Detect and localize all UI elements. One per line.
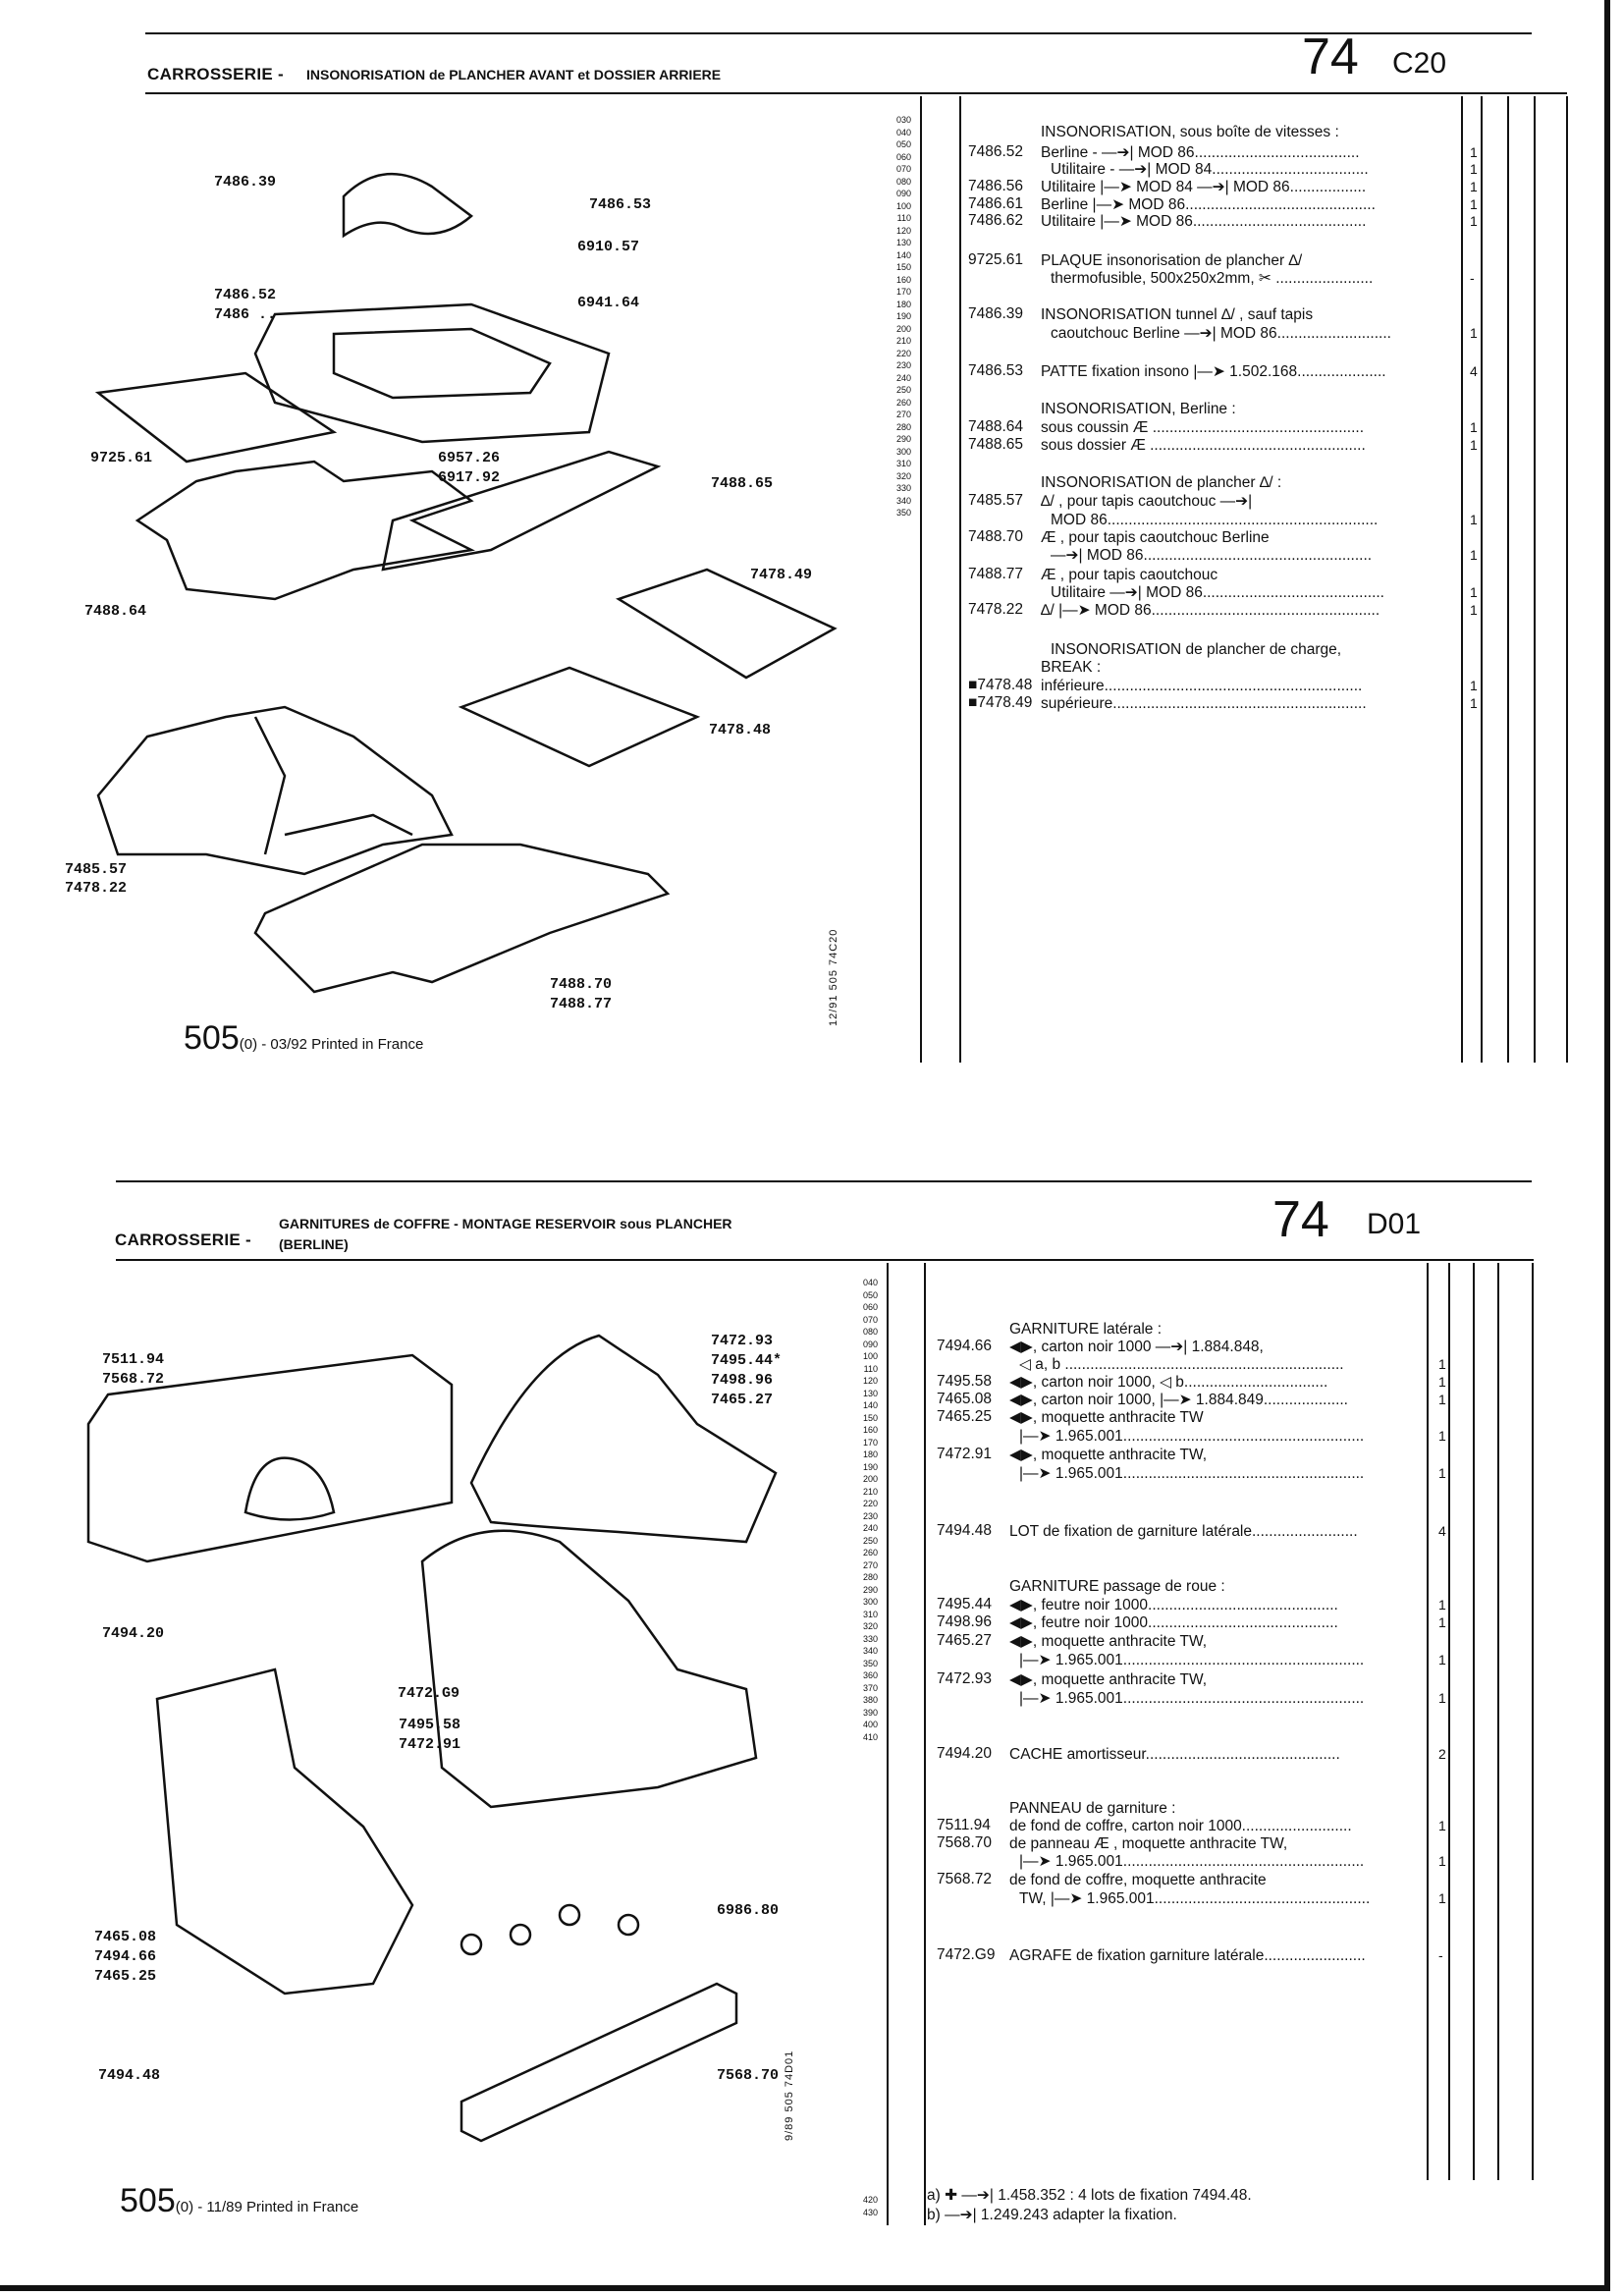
- part-quantity: 1: [1470, 213, 1478, 229]
- part-description: PLAQUE insonorisation de plancher ∆/: [1041, 252, 1303, 269]
- note-line-numbers: [848, 2194, 878, 2218]
- callout-label: 7486.39: [214, 174, 277, 191]
- part-quantity: 1: [1470, 602, 1478, 618]
- callout-label: 7568.72: [102, 1371, 165, 1388]
- line-number: 250: [862, 1535, 878, 1546]
- line-number: 050: [895, 139, 911, 149]
- part-description: LOT de fixation de garniture latérale.........................: [1009, 1523, 1358, 1540]
- line-number: 430: [862, 2207, 878, 2217]
- callout-label: 7485.57: [65, 861, 128, 878]
- line-number: 320: [862, 1621, 878, 1631]
- line-number: 050: [862, 1289, 878, 1300]
- line-number: 180: [895, 299, 911, 309]
- part-quantity: 1: [1438, 1690, 1446, 1706]
- part-description: TW, |—➤ 1.965.001...................................................: [1019, 1890, 1371, 1907]
- line-number: 030: [895, 115, 911, 125]
- part-quantity: 1: [1438, 1614, 1446, 1630]
- line-number: 270: [862, 1559, 878, 1570]
- part-reference: 7488.64: [968, 418, 1024, 435]
- top-footer-text: (0) - 03/92 Printed in France: [239, 1036, 424, 1053]
- line-number: 150: [862, 1412, 878, 1423]
- part-quantity: 1: [1438, 1374, 1446, 1390]
- bottom-col-rule: [1473, 1263, 1475, 2180]
- callout-label: 7495.58: [399, 1717, 461, 1733]
- line-number: 080: [895, 176, 911, 187]
- callout-label: 6917.92: [438, 469, 501, 486]
- side-trim-panel-shape: [157, 1669, 412, 1994]
- line-number: 070: [895, 164, 911, 174]
- part-description: ◀▶, carton noir 1000, ◁ b..................................: [1009, 1374, 1328, 1391]
- part-reference: 7486.52: [968, 143, 1024, 160]
- line-number: 370: [862, 1682, 878, 1693]
- part-quantity: 1: [1470, 547, 1478, 563]
- callout-label: 7465.27: [711, 1392, 774, 1408]
- part-reference: 7488.77: [968, 566, 1024, 582]
- part-reference: 7486.61: [968, 195, 1024, 212]
- callout-label: 7478.48: [709, 722, 772, 738]
- callout-label: 7488.65: [711, 475, 774, 492]
- line-number: 160: [862, 1425, 878, 1435]
- line-number: 210: [862, 1486, 878, 1497]
- part-description: ◀▶, moquette anthracite TW,: [1009, 1447, 1208, 1463]
- part-description: Utilitaire |—➤ MOD 86.........................................: [1041, 213, 1367, 230]
- line-number: 310: [895, 459, 911, 468]
- part-description: thermofusible, 500x250x2mm, ✂ .......................: [1051, 270, 1374, 287]
- part-description: ◀▶, feutre noir 1000.............................................: [1009, 1614, 1338, 1631]
- top-col-rule: [1507, 96, 1509, 1063]
- bottom-title-line1: GARNITURES de COFFRE - MONTAGE RESERVOIR sous PLANCHER: [279, 1216, 732, 1231]
- line-number: 120: [895, 225, 911, 236]
- part-description: ◀▶, feutre noir 1000.............................................: [1009, 1597, 1338, 1613]
- part-description: Utilitaire —➔| MOD 86...........................................: [1051, 584, 1384, 601]
- part-description: Berline - —➔| MOD 86.......................................: [1041, 144, 1360, 161]
- line-number: 350: [895, 508, 911, 518]
- bottom-col-rule: [1448, 1263, 1450, 2180]
- part-quantity: 1: [1470, 161, 1478, 177]
- part-description: CACHE amortisseur..............................................: [1009, 1746, 1340, 1763]
- line-number: 040: [895, 127, 911, 137]
- line-number: 190: [862, 1461, 878, 1472]
- line-number: 360: [862, 1670, 878, 1680]
- line-number: 100: [862, 1351, 878, 1361]
- line-number: 090: [862, 1339, 878, 1349]
- callout-label: 7488.70: [550, 976, 613, 993]
- part-description: ◀▶, moquette anthracite TW,: [1009, 1633, 1208, 1650]
- part-reference: 7486.62: [968, 212, 1024, 229]
- line-number: 310: [862, 1609, 878, 1619]
- gearbox-insulation-shape: [255, 304, 609, 442]
- bottom-page-code: D01: [1367, 1208, 1422, 1240]
- line-number: 120: [862, 1376, 878, 1386]
- callout-label: 6941.64: [577, 295, 640, 311]
- line-number: 160: [895, 274, 911, 285]
- part-description: |—➤ 1.965.001.........................................................: [1019, 1690, 1365, 1707]
- part-description: ◀▶, moquette anthracite TW: [1009, 1409, 1204, 1426]
- line-number: 320: [895, 470, 911, 481]
- part-description: |—➤ 1.965.001.........................................................: [1019, 1853, 1365, 1870]
- part-reference: ■7478.48: [968, 677, 1033, 693]
- bottom-col-rule: [924, 1263, 926, 2225]
- part-description: ◀▶, moquette anthracite TW,: [1009, 1671, 1208, 1688]
- front-floor-mat-shape: [98, 707, 452, 874]
- part-description: INSONORISATION, sous boîte de vitesses :: [1041, 124, 1339, 140]
- part-description: AGRAFE de fixation garniture latérale........................: [1009, 1947, 1366, 1964]
- line-number: 400: [862, 1720, 878, 1729]
- part-quantity: 1: [1438, 1392, 1446, 1407]
- top-vertical-code: 12/91 505 74C20: [828, 928, 839, 1026]
- part-reference: 7478.22: [968, 601, 1024, 618]
- part-quantity: 1: [1438, 1652, 1446, 1667]
- line-number: 110: [863, 1363, 878, 1374]
- part-description: de fond de coffre, moquette anthracite: [1009, 1872, 1267, 1888]
- part-description: GARNITURE passage de roue :: [1009, 1578, 1225, 1595]
- top-page-code: C20: [1392, 47, 1447, 80]
- part-reference: 7465.08: [937, 1391, 993, 1407]
- part-description: |—➤ 1.965.001.........................................................: [1019, 1652, 1365, 1668]
- part-quantity: 1: [1470, 512, 1478, 527]
- callout-label: 6910.57: [577, 239, 640, 255]
- rear-panel-shape: [461, 1984, 736, 2141]
- line-number: 180: [862, 1449, 878, 1459]
- part-reference: 7498.96: [937, 1613, 993, 1630]
- top-title-rule: [145, 92, 1567, 94]
- part-quantity: 1: [1438, 1890, 1446, 1906]
- line-number: 280: [895, 421, 911, 432]
- bottom-title-line2: (BERLINE): [279, 1236, 349, 1252]
- part-description: |—➤ 1.965.001.........................................................: [1019, 1465, 1365, 1482]
- line-number: 290: [895, 434, 911, 444]
- callout-label: 7494.66: [94, 1948, 157, 1965]
- line-number: 410: [862, 1731, 878, 1742]
- part-description: |—➤ 1.965.001.........................................................: [1019, 1428, 1365, 1445]
- part-reference: 7494.48: [937, 1522, 993, 1539]
- bottom-col-rule: [1532, 1263, 1534, 2180]
- callout-label: 9725.61: [90, 450, 153, 466]
- part-description: INSONORISATION de plancher ∆/ :: [1041, 474, 1282, 491]
- part-description: PATTE fixation insono |—➤ 1.502.168.....................: [1041, 363, 1386, 380]
- part-quantity: 1: [1470, 419, 1478, 435]
- part-description: MOD 86................................................................: [1051, 512, 1379, 528]
- line-number: 300: [895, 446, 911, 457]
- line-number: 200: [862, 1474, 878, 1484]
- top-line-numbers: [882, 114, 911, 519]
- part-description: supérieure............................................................: [1041, 695, 1367, 712]
- part-description: BREAK :: [1041, 659, 1102, 676]
- line-number: 060: [862, 1302, 878, 1312]
- callout-label: 7472.93: [711, 1333, 774, 1349]
- callout-label: 7472.91: [399, 1736, 461, 1753]
- callout-label: 6986.80: [717, 1902, 780, 1919]
- part-reference: 7486.39: [968, 305, 1024, 322]
- part-quantity: 1: [1470, 584, 1478, 600]
- part-description: Berline |—➤ MOD 86.............................................: [1041, 196, 1376, 213]
- line-number: 340: [895, 495, 911, 506]
- wheel-arch-lower-shape: [422, 1531, 756, 1807]
- part-quantity: 1: [1438, 1597, 1446, 1613]
- part-quantity: 4: [1470, 363, 1478, 379]
- top-col-rule: [1481, 96, 1483, 1063]
- part-quantity: 2: [1438, 1746, 1446, 1762]
- part-reference: 7494.66: [937, 1338, 993, 1354]
- part-quantity: 1: [1438, 1818, 1446, 1833]
- load-floor-lower-shape: [461, 668, 697, 766]
- line-number: 240: [895, 372, 911, 383]
- part-reference: 7511.94: [937, 1817, 991, 1833]
- part-quantity: 1: [1438, 1356, 1446, 1372]
- part-reference: 7568.70: [937, 1834, 993, 1851]
- part-reference: 7485.57: [968, 492, 1024, 509]
- part-reference: 7494.20: [937, 1745, 993, 1762]
- callout-label: 7465.25: [94, 1968, 157, 1985]
- part-quantity: -: [1470, 270, 1475, 286]
- line-number: 250: [895, 385, 911, 395]
- tunnel-insulation-shape: [344, 174, 471, 236]
- bottom-footer-model: 505: [120, 2182, 176, 2219]
- part-quantity: 1: [1470, 325, 1478, 341]
- line-number: 260: [862, 1548, 878, 1558]
- callout-label: 7495.44*: [711, 1352, 783, 1369]
- line-number: 230: [895, 360, 911, 370]
- part-description: ∆/ , pour tapis caoutchouc —➔|: [1041, 493, 1253, 510]
- shock-cover-shape: [245, 1458, 334, 1520]
- line-number: 100: [895, 200, 911, 211]
- part-quantity: 1: [1470, 179, 1478, 194]
- line-number: 140: [862, 1400, 878, 1410]
- line-number: 060: [895, 151, 911, 162]
- line-number: 040: [862, 1278, 878, 1287]
- callout-label: 7568.70: [717, 2067, 780, 2084]
- part-description: inférieure.............................................................: [1041, 678, 1363, 694]
- line-number: 170: [895, 287, 911, 297]
- part-reference: 7495.44: [937, 1596, 993, 1613]
- part-reference: 7488.65: [968, 436, 1024, 453]
- part-description: ∆/ |—➤ MOD 86......................................................: [1041, 602, 1380, 619]
- part-reference: 7472.G9: [937, 1946, 996, 1963]
- callout-label: 7486.53: [589, 196, 652, 213]
- part-description: PANNEAU de garniture :: [1009, 1800, 1176, 1817]
- part-quantity: 1: [1438, 1853, 1446, 1869]
- line-number: 350: [862, 1658, 878, 1668]
- line-number: 130: [895, 238, 911, 247]
- part-reference: ■7478.49: [968, 694, 1033, 711]
- cushion-insulation-shape: [137, 462, 471, 599]
- bottom-header-rule: [116, 1180, 1532, 1182]
- callout-label: 7498.96: [711, 1372, 774, 1389]
- part-quantity: -: [1438, 1947, 1443, 1963]
- footnote-a: a) ✚ —➔| 1.458.352 : 4 lots de fixation 7494.48.: [927, 2187, 1252, 2204]
- part-description: ◁ a, b ..................................................................: [1019, 1356, 1344, 1373]
- callout-label: 7488.77: [550, 996, 613, 1012]
- line-number: 280: [862, 1572, 878, 1582]
- part-reference: 7472.93: [937, 1670, 993, 1687]
- bottom-line-numbers: [848, 1277, 878, 1743]
- bottom-title-prefix: CARROSSERIE -: [115, 1230, 251, 1249]
- part-description: ◀▶, carton noir 1000, |—➤ 1.884.849....................: [1009, 1392, 1348, 1408]
- part-quantity: 1: [1438, 1428, 1446, 1444]
- callout-label: 7472.G9: [398, 1685, 460, 1702]
- line-number: 130: [862, 1388, 878, 1398]
- line-number: 260: [895, 397, 911, 408]
- callout-label: 7486 ..: [214, 306, 277, 323]
- top-col-rule: [959, 96, 961, 1063]
- part-reference: 7465.27: [937, 1632, 993, 1649]
- line-number: 380: [862, 1695, 878, 1705]
- top-col-rule: [1534, 96, 1536, 1063]
- part-description: sous dossier Æ ...................................................: [1041, 437, 1366, 454]
- bottom-col-rule: [1497, 1263, 1499, 2180]
- line-number: 270: [895, 410, 911, 419]
- part-description: Utilitaire |—➤ MOD 84 —➔| MOD 86..................: [1041, 179, 1367, 195]
- part-quantity: 1: [1470, 695, 1478, 711]
- bottom-vertical-code: 9/89 505 74D01: [784, 2050, 795, 2141]
- part-description: GARNITURE latérale :: [1009, 1321, 1163, 1338]
- top-page-number: 74: [1302, 28, 1359, 85]
- part-quantity: 1: [1470, 437, 1478, 453]
- line-number: 420: [862, 2195, 878, 2205]
- callout-label: 7486.52: [214, 287, 277, 303]
- part-description: Æ , pour tapis caoutchouc Berline: [1041, 529, 1270, 546]
- bottom-title-rule: [116, 1259, 1534, 1261]
- part-quantity: 1: [1470, 144, 1478, 160]
- line-number: 220: [862, 1499, 878, 1508]
- callout-label: 7478.49: [750, 567, 813, 583]
- part-reference: 7495.58: [937, 1373, 993, 1390]
- line-number: 070: [862, 1314, 878, 1325]
- line-number: 290: [862, 1584, 878, 1595]
- part-reference: 7465.25: [937, 1408, 993, 1425]
- part-quantity: 4: [1438, 1523, 1446, 1539]
- part-quantity: 1: [1470, 678, 1478, 693]
- part-reference: 7472.91: [937, 1446, 993, 1462]
- part-reference: 7568.72: [937, 1871, 993, 1887]
- part-description: —➔| MOD 86......................................................: [1051, 547, 1373, 564]
- line-number: 340: [862, 1646, 878, 1656]
- line-number: 390: [862, 1707, 878, 1718]
- line-number: 240: [862, 1523, 878, 1533]
- footnote-b: b) —➔| 1.249.243 adapter la fixation.: [927, 2207, 1177, 2223]
- callout-label: 7465.08: [94, 1929, 157, 1945]
- part-description: de panneau Æ , moquette anthracite TW,: [1009, 1835, 1288, 1852]
- callout-label: 7511.94: [102, 1351, 165, 1368]
- line-number: 090: [895, 189, 911, 198]
- clip-shape: [461, 1935, 481, 1954]
- clip-shape: [511, 1925, 530, 1944]
- part-description: INSONORISATION de plancher de charge,: [1051, 641, 1342, 658]
- rear-floor-mat-shape: [255, 845, 668, 992]
- callout-label: 7494.20: [102, 1625, 165, 1642]
- top-col-rule: [920, 96, 922, 1063]
- bottom-footer-text: (0) - 11/89 Printed in France: [175, 2199, 359, 2215]
- top-title: INSONORISATION de PLANCHER AVANT et DOSSIER ARRIERE: [306, 67, 722, 82]
- bottom-col-rule: [887, 1263, 889, 2225]
- line-number: 110: [896, 213, 911, 223]
- line-number: 220: [895, 348, 911, 358]
- top-exploded-diagram: [59, 128, 864, 1031]
- callout-label: 7488.64: [84, 603, 147, 620]
- part-description: Utilitaire - —➔| MOD 84.....................................: [1051, 161, 1369, 178]
- line-number: 330: [862, 1633, 878, 1644]
- part-description: sous coussin Æ ..................................................: [1041, 419, 1365, 436]
- line-number: 190: [895, 311, 911, 321]
- line-number: 200: [895, 323, 911, 334]
- part-description: de fond de coffre, carton noir 1000..........................: [1009, 1818, 1352, 1834]
- seatback-insulation-shape: [383, 452, 658, 570]
- line-number: 150: [895, 262, 911, 272]
- top-col-rule: [1566, 96, 1568, 1063]
- clip-shape: [560, 1905, 579, 1925]
- line-number: 080: [862, 1327, 878, 1337]
- callout-label: 7478.22: [65, 880, 128, 897]
- line-number: 170: [862, 1437, 878, 1448]
- part-reference: 7488.70: [968, 528, 1024, 545]
- plate-9725-shape: [98, 373, 334, 462]
- top-footer: [184, 1019, 423, 1058]
- part-description: INSONORISATION, Berline :: [1041, 401, 1236, 417]
- part-description: ◀▶, carton noir 1000 —➔| 1.884.848,: [1009, 1339, 1264, 1355]
- line-number: 330: [895, 483, 911, 493]
- part-reference: 7486.53: [968, 362, 1024, 379]
- line-number: 210: [895, 336, 911, 346]
- part-reference: 9725.61: [968, 251, 1024, 268]
- line-number: 230: [862, 1510, 878, 1521]
- part-reference: 7486.56: [968, 178, 1024, 194]
- top-col-rule: [1461, 96, 1463, 1063]
- callout-label: 7494.48: [98, 2067, 161, 2084]
- line-number: 300: [862, 1597, 878, 1607]
- top-title-prefix: CARROSSERIE -: [147, 65, 284, 83]
- clip-shape: [619, 1915, 638, 1935]
- top-footer-model: 505: [184, 1019, 240, 1057]
- part-quantity: 1: [1470, 196, 1478, 212]
- bottom-footer: [120, 2182, 358, 2220]
- callout-label: 6957.26: [438, 450, 501, 466]
- bottom-page-number: 74: [1272, 1191, 1329, 1248]
- part-description: INSONORISATION tunnel ∆/ , sauf tapis: [1041, 306, 1314, 323]
- part-description: caoutchouc Berline —➔| MOD 86...........................: [1051, 325, 1391, 342]
- line-number: 140: [895, 249, 911, 260]
- part-description: Æ , pour tapis caoutchouc: [1041, 567, 1218, 583]
- load-floor-upper-shape: [619, 570, 835, 678]
- part-quantity: 1: [1438, 1465, 1446, 1481]
